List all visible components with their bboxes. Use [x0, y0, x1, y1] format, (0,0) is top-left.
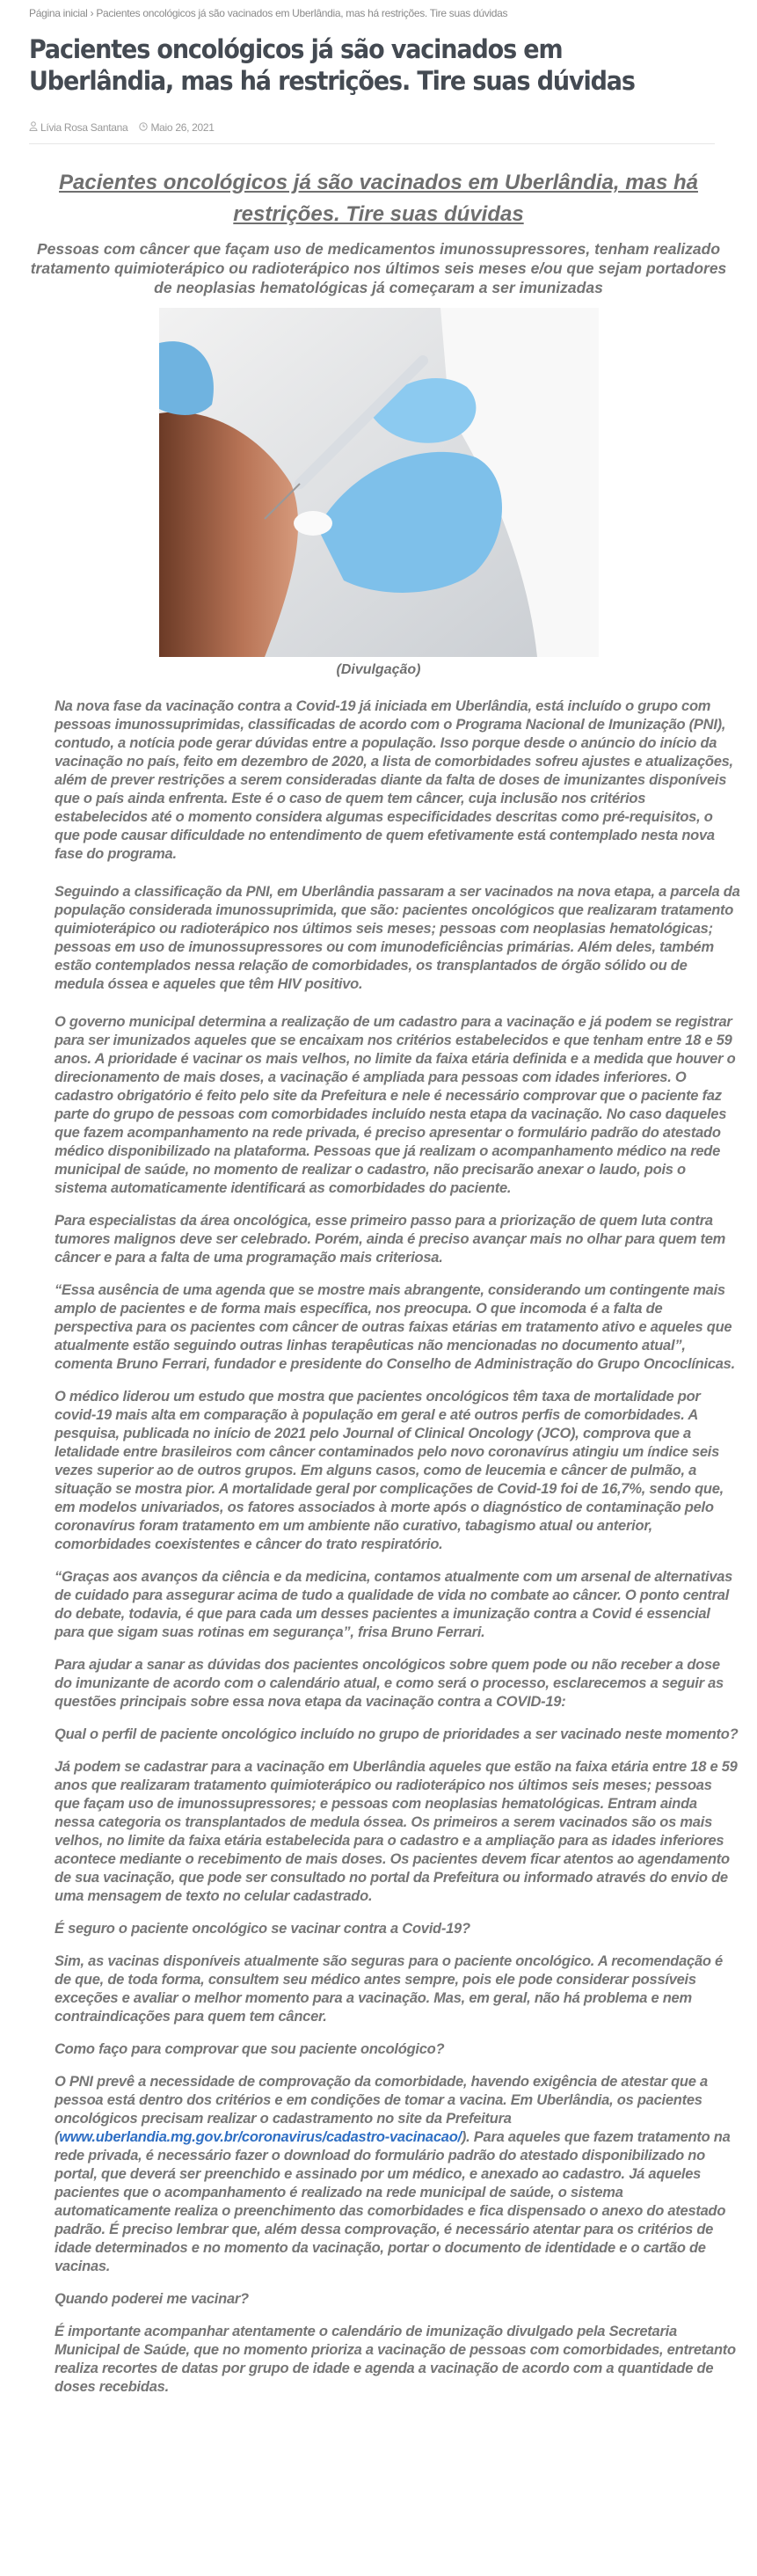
faq-question: Qual o perfil de paciente oncológico incluído no grupo de prioridades a ser vacinado neste momento?: [55, 1726, 739, 1742]
vaccination-photo: [159, 308, 599, 657]
faq-answer: Já podem se cadastrar para a vacinação em Uberlândia aqueles que estão na faixa etária entre 18 e 59 anos que realizaram tratamento quimioterápico ou radioterápico nos últimos seis meses; pessoas que façam uso de imunossupressores; e pessoas com neoplasias hematológicas. Entram ainda nessa categoria os transplantados de medula óssea. Os primeiros a serem vacinados são os mais velhos, no limite da faixa etária estabelecida para o cadastro e a ampliação para as idades inferiores acontece mediante o recebimento de mais doses. Os pacientes devem ficar atentos ao agendamento de sua vacinação, que pode ser consultado no portal da Prefeitura ou informado através do envio de uma mensagem de texto no celular cadastrado.: [55, 1759, 738, 1904]
article-body: [0, 167, 757, 2397]
faq-question: Como faço para comprovar que sou paciente oncológico?: [55, 2041, 445, 2057]
paragraph: Seguindo a classificação da PNI, em Uberlândia passaram a ser vacinados na nova etapa, a parcela da população considerada imunossuprimida, que são: pacientes oncológicos que realizaram tratamento quimioterápico ou radioterápico nos últimos seis meses; pessoas com neoplasias hematológicas; pessoas em uso de imunossupressores ou com imunodeficiências primárias. Além deles, também estão contemplados nessa relação de comorbidades, os transplantados de órgão sólido ou de medula óssea e aqueles que têm HIV positivo.: [55, 884, 740, 992]
answer-text-before: O PNI prevê a necessidade de comprovação da comorbidade, havendo exigência de atestar que a pessoa está dentro dos critérios e em condições de tomar a vacina. Em Uberlândia, os pacientes oncológicos precisam realizar o cadastramento no site da Prefeitura (: [55, 2074, 708, 2145]
quote-paragraph: “Graças aos avanços da ciência e da medicina, contamos atualmente com um arsenal de alternativas de cuidado para assegurar acima de tudo a qualidade de vida no combate ao câncer. O ponto central do debate, todavia, é que para cada um desses pacientes a imunização contra a Covid é essencial para que sigam suas rotinas em segurança”, frisa Bruno Ferrari.: [55, 1569, 733, 1640]
paragraph: O governo municipal determina a realização de um cadastro para a vacinação e já podem se registrar para ser imunizados aqueles que se encaixam nos critérios estabelecidos e que tenham entre 18 e 59 anos. A prioridade é vacinar os mais velhos, no limite da faixa etária definida e a medida que houver o direcionamento de mais doses, a vacinação é ampliada para pessoas com idades inferiores. O cadastro obrigatório é feito pelo site da Prefeitura e nele é necessário comprovar que o paciente faz parte do grupo de pessoas com comorbidades incluído nesta etapa da vacinação. No caso daqueles que fazem acompanhamento na rede privada, é preciso apresentar o formulário padrão do atestado médico disponibilizado na plataforma. Pessoas que já realizam o acompanhamento médico na rede municipal de saúde, no momento de realizar o cadastro, não precisarão anexar o laudo, pois o sistema automaticamente identificará as comorbidades do paciente.: [55, 1014, 736, 1196]
breadcrumb-home-link[interactable]: Página inicial: [29, 7, 88, 19]
photo-caption: (Divulgação): [336, 662, 421, 677]
page-title: Pacientes oncológicos já são vacinados em Uberlândia, mas há restrições. Tire suas dúvidas: [29, 34, 635, 96]
quote-paragraph: “Essa ausência de uma agenda que se mostre mais abrangente, considerando um contingente mais amplo de pacientes e de forma mais específica, nos preocupa. O que incomoda é a falta de perspectiva para os pacientes com câncer de outras faixas etárias em tratamento ativo e aqueles que atualmente estão seguindo outras linhas terapêuticas não mencionadas no documento atual”, comenta Bruno Ferrari, fundador e presidente do Conselho de Administração do Grupo Oncoclínicas.: [55, 1282, 735, 1372]
breadcrumb-current: Pacientes oncológicos já são vacinados em Uberlândia, mas há restrições. Tire suas dúvidas: [96, 7, 508, 19]
article-lead: Pessoas com câncer que façam uso de medicamentos imunossupressores, tenham realizado tratamento quimioterápico ou radioterápico nos últimos seis meses e/ou que sejam portadores de neoplasias hematológicas já começaram a ser imunizadas: [30, 240, 727, 296]
breadcrumb-separator: ›: [90, 7, 94, 19]
breadcrumb: [29, 7, 507, 19]
faq-answer: [55, 2073, 740, 2276]
paragraph: Para ajudar a sanar as dúvidas dos pacientes oncológicos sobre quem pode ou não receber a dose do imunizante de acordo com o calendário atual, e como será o processo, esclarecemos a seguir as questões principais sobre essa nova etapa da vacinação contra a COVID-19:: [55, 1657, 724, 1710]
cadastro-vacinacao-link[interactable]: www.uberlandia.mg.gov.br/coronavirus/cadastro-vacinacao/: [59, 2129, 462, 2145]
date-text: Maio 26, 2021: [150, 121, 215, 134]
paragraph: Na nova fase da vacinação contra a Covid-19 já iniciada em Uberlândia, está incluído o grupo com pessoas imunossuprimidas, classificadas de acordo com o Programa Nacional de Imunização (PNI), contudo, a notícia pode gerar dúvidas entre a população. Isso porque desde o anúncio do início da vacinação no país, feito em dezembro de 2020, a lista de comorbidades sofreu ajustes e atualizações, além de prever restrições a serem consideradas diante da falta de doses de imunizantes disponíveis que o país ainda enfrenta. Este é o caso de quem tem câncer, cuja inclusão nos critérios estabelecidos até o momento considera algumas especificidades descritas como pré-requisitos, o que pode causar dificuldade no entendimento de quem efetivamente está contemplado nesta nova fase do programa.: [55, 698, 733, 862]
clock-icon: [139, 122, 148, 131]
user-icon: [29, 121, 38, 131]
divider: [29, 143, 715, 144]
paragraph: Para especialistas da área oncológica, esse primeiro passo para a priorização de quem luta contra tumores malignos deve ser celebrado. Porém, ainda é preciso avançar mais no olhar para quem tem câncer e para a falta de uma programação mais criteriosa.: [55, 1213, 726, 1266]
faq-question: É seguro o paciente oncológico se vacinar contra a Covid-19?: [55, 1921, 470, 1937]
faq-answer: É importante acompanhar atentamente o calendário de imunização divulgado pela Secretaria Municipal de Saúde, que no momento prioriza a vacinação de pessoas com comorbidades, entretanto realiza recortes de datas por grupo de idade e agenda a vacinação de acordo com a quantidade de doses recebidas.: [55, 2324, 736, 2395]
author-name: Lívia Rosa Santana: [40, 121, 128, 134]
post-date: [139, 121, 214, 134]
post-meta: [29, 121, 223, 134]
answer-text-after: ). Para aqueles que fazem tratamento na rede privada, é necessário fazer o download do formulário padrão do atestado disponibilizado no portal, que deverá ser preenchido e assinado por um médico, e anexado ao cadastro. Já aqueles pacientes que o acompanhamento é realizado na rede municipal de saúde, o sistema automaticamente realiza o preenchimento das comorbidades e fica dispensado o anexo do atestado padrão. É preciso lembrar que, além dessa comprovação, é necessário atentar para os critérios de idade determinados e no momento da vacinação, portar o documento de identidade e o cartão de vacinas.: [55, 2129, 731, 2274]
author[interactable]: [29, 121, 130, 134]
paragraph: O médico liderou um estudo que mostra que pacientes oncológicos têm taxa de mortalidade por covid-19 mais alta em comparação à população em geral e até outros perfis de comorbidades. A pesquisa, publicada no início de 2021 pelo Journal of Clinical Oncology (JCO), comprova que a letalidade entre brasileiros com câncer contaminados pelo novo coronavírus atingiu um índice seis vezes superior ao de outros grupos. Em alguns casos, como de leucemia e câncer de pulmão, a situação se mostra pior. A mortalidade geral por complicações de Covid-19 foi de 16,7%, sendo que, em modelos univariados, os fatores associados à morte após o diagnóstico de contaminação pelo coronavírus foram tratamento em um ambiente não curativo, tabagismo atual ou anterior, comorbidades coexistentes e câncer do trato respiratório.: [55, 1389, 724, 1552]
faq-question: Quando poderei me vacinar?: [55, 2291, 249, 2307]
article-heading: Pacientes oncológicos já são vacinados em Uberlândia, mas há restrições. Tire suas dúvidas: [59, 171, 698, 226]
faq-answer: Sim, as vacinas disponíveis atualmente são seguras para o paciente oncológico. A recomendação é de que, de toda forma, consultem seu médico antes sempre, pois ele pode considerar possíveis exceções e avaliar o melhor momento para a vacinação. Mas, em geral, não há problema e nem contraindicações para quem tem câncer.: [55, 1953, 723, 2025]
